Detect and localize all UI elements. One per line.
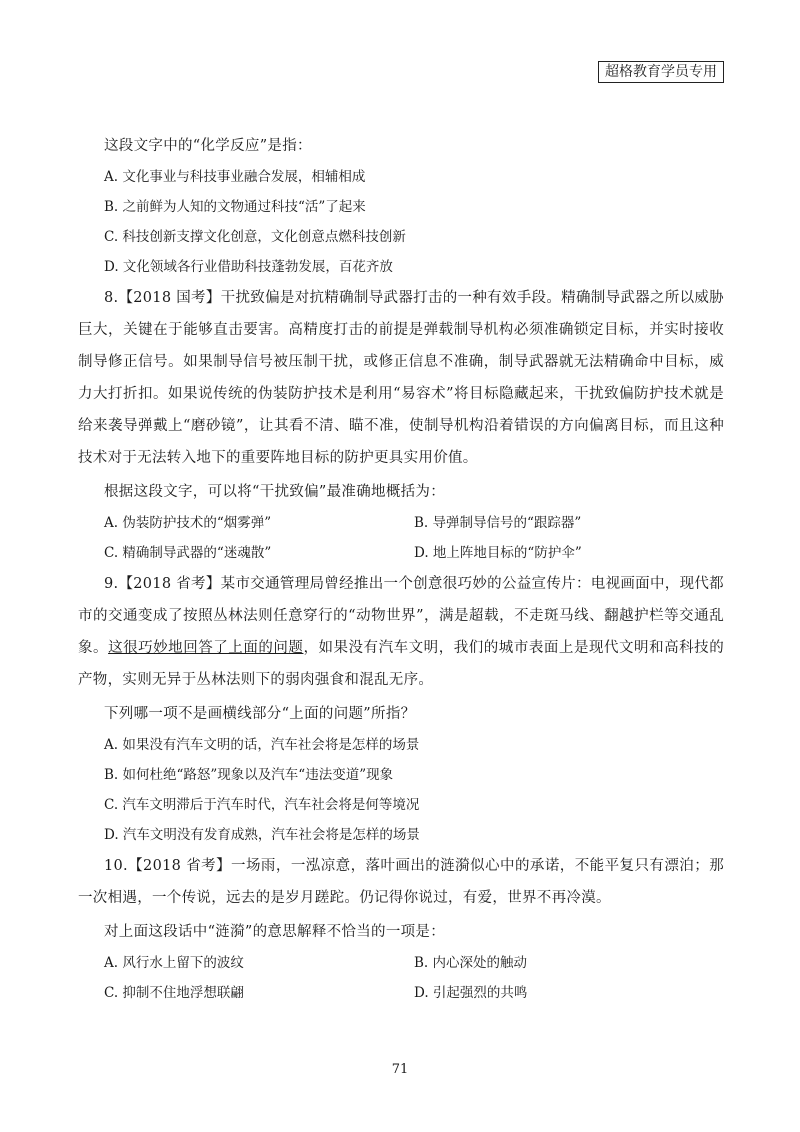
- q8-options-row-1: [78, 508, 724, 538]
- q7-option-c: C. 科技创新支撑文化创意，文化创意点燃科技创新: [104, 229, 406, 245]
- q9-option-b: B. 如何杜绝“路怒”现象以及汽车“违法变道”现象: [104, 767, 394, 783]
- q10-passage: [78, 850, 724, 914]
- q10-option-c: C. 抑制不住地浮想联翩: [104, 985, 244, 1001]
- q9-text-before: 某市交通管理局曾经推出一个创意很巧妙的公益宣传片：电视画面中，现代都市的交通变成了按照丛林法则任意穿行的“动物世界”，满是超载，不走斑马线、翻越护栏等交通乱象。: [78, 576, 724, 656]
- q9-stem: 下列哪一项不是画横线部分“上面的问题”所指？: [104, 706, 416, 722]
- q9-text-after: ，如果没有汽车文明，我们的城市表面上是现代文明和高科技的产物，实则无异于丛林法则下的弱肉强食和混乱无序。: [78, 640, 724, 688]
- q8-options-row-2: [78, 538, 724, 568]
- q8-option-a: A. 伪装防护技术的“烟雾弹”: [104, 515, 272, 531]
- page-number: 71: [391, 1062, 409, 1077]
- q7-stem: 这段文字中的“化学反应”是指：: [104, 138, 312, 154]
- q10-options-row-1: [78, 948, 724, 978]
- q8-passage: [78, 282, 724, 474]
- q9-number: 9.: [104, 576, 119, 592]
- q10-stem: 对上面这段话中“涟漪”的意思解释不恰当的一项是：: [104, 924, 446, 940]
- q8-number: 8.: [104, 290, 119, 306]
- q8-option-d: D. 地上阵地目标的“防护伞”: [414, 545, 582, 561]
- q10-option-d: D. 引起强烈的共鸣: [414, 985, 528, 1001]
- q9-option-a: A. 如果没有汽车文明的话，汽车社会将是怎样的场景: [104, 737, 420, 753]
- q10-source: 【2018 省考】: [127, 858, 232, 874]
- q8-stem: 根据这段文字，可以将“干扰致偏”最准确地概括为：: [104, 484, 446, 500]
- q7-option-d: D. 文化领域各行业借助科技蓬勃发展，百花齐放: [104, 259, 393, 275]
- q8-source: 【2018 国考】: [118, 290, 221, 306]
- q7-option-a: A. 文化事业与科技事业融合发展，相辅相成: [104, 169, 366, 185]
- q9-source: 【2018 省考】: [118, 576, 221, 592]
- q9-option-d: D. 汽车文明没有发育成熟，汽车社会将是怎样的场景: [104, 827, 420, 843]
- q10-number: 10.: [104, 858, 128, 874]
- q8-text: 干扰致偏是对抗精确制导武器打击的一种有效手段。精确制导武器之所以威胁巨大，关键在于能够直击要害。高精度打击的前提是弹载制导机构必须准确锁定目标，并实时接收制导修正信号。如果制导信号被压制干扰，或修正信息不准确，制导武器就无法精确命中目标，威力大打折扣。如果说传统的伪装防护技术是利用“易容术”将目标隐藏起来，干扰致偏防护技术就是给来袭导弹戴上“磨砂镜”，让其看不清、瞄不准，使制导机构沿着错误的方向偏离目标，而且这种技术对于无法转入地下的重要阵地目标的防护更具实用价值。: [78, 290, 724, 466]
- q10-option-b: B. 内心深处的触动: [414, 955, 528, 971]
- q9-passage: [78, 568, 724, 696]
- q7-option-b: B. 之前鲜为人知的文物通过科技“活”了起来: [104, 199, 366, 215]
- q9-underlined-text: 这很巧妙地回答了上面的问题: [108, 640, 304, 656]
- q8-option-c: C. 精确制导武器的“迷魂散”: [104, 545, 272, 561]
- q8-option-b: B. 导弹制导信号的“跟踪器”: [414, 515, 582, 531]
- content: [78, 130, 724, 1008]
- q10-option-a: A. 风行水上留下的波纹: [104, 955, 244, 971]
- q9-option-c: C. 汽车文明滞后于汽车时代，汽车社会将是何等境况: [104, 797, 420, 813]
- header-badge: 超格教育学员专用: [598, 61, 724, 83]
- q10-options-row-2: [78, 978, 724, 1008]
- q10-text: 一场雨，一泓凉意，落叶画出的涟漪似心中的承诺，不能平复只有漂泊；那一次相遇，一个传说，远去的是岁月蹉跎。仍记得你说过，有爱，世界不再冷漠。: [78, 858, 724, 906]
